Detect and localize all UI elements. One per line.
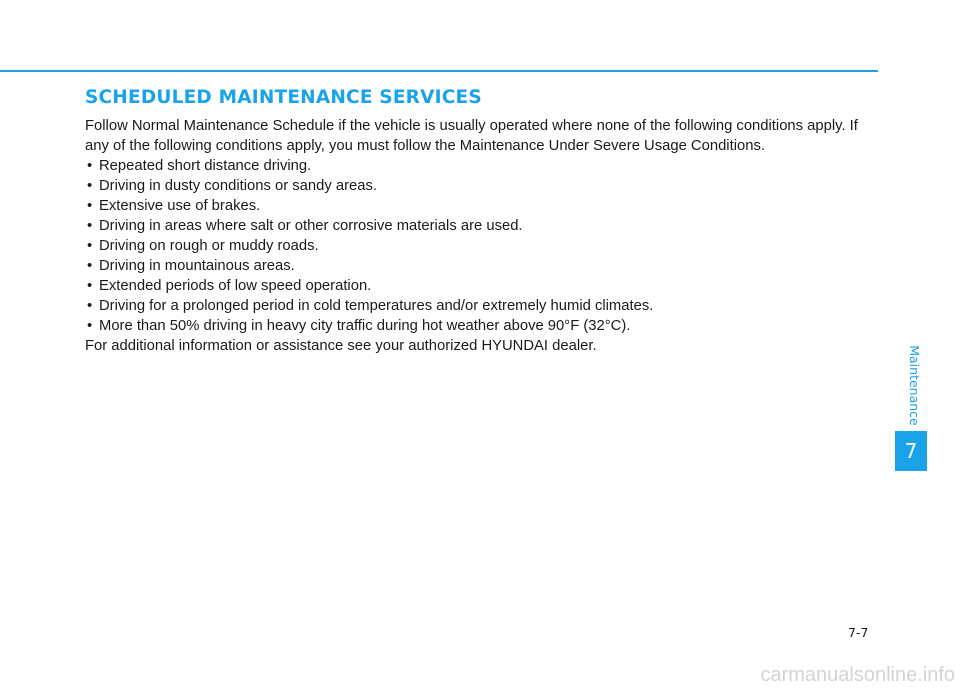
- header-rule: [0, 70, 878, 72]
- watermark: carmanualsonline.info: [760, 664, 955, 686]
- condition-item: • Extensive use of brakes.: [85, 196, 880, 216]
- chapter-tab-label[interactable]: [904, 341, 924, 429]
- chapter-number-tab[interactable]: 7: [895, 431, 927, 471]
- intro-paragraph: Follow Normal Maintenance Schedule if the vehicle is usually operated where none of the following conditions apply. If any of the following conditions apply, you must follow the Maintenance Under Severe Usage Conditions.: [85, 118, 858, 154]
- page-number: 7-7: [848, 625, 869, 640]
- condition-item: • More than 50% driving in heavy city traffic during hot weather above 90°F (32°C).: [85, 316, 880, 336]
- condition-item: • Driving on rough or muddy roads.: [85, 236, 880, 256]
- closing-paragraph: For additional information or assistance see your authorized HYUNDAI dealer.: [85, 338, 597, 354]
- condition-item: • Extended periods of low speed operation.: [85, 276, 880, 296]
- conditions-list: [85, 156, 880, 336]
- condition-item: • Driving for a prolonged period in cold temperatures and/or extremely humid climates.: [85, 296, 880, 316]
- condition-item: • Driving in areas where salt or other corrosive materials are used.: [85, 216, 880, 236]
- condition-item: • Repeated short distance driving.: [85, 156, 880, 176]
- condition-item: • Driving in mountainous areas.: [85, 256, 880, 276]
- condition-item: • Driving in dusty conditions or sandy areas.: [85, 176, 880, 196]
- section-title: SCHEDULED MAINTENANCE SERVICES: [85, 87, 482, 108]
- content-area: [85, 86, 880, 356]
- chapter-tab-text: Maintenance: [906, 344, 922, 426]
